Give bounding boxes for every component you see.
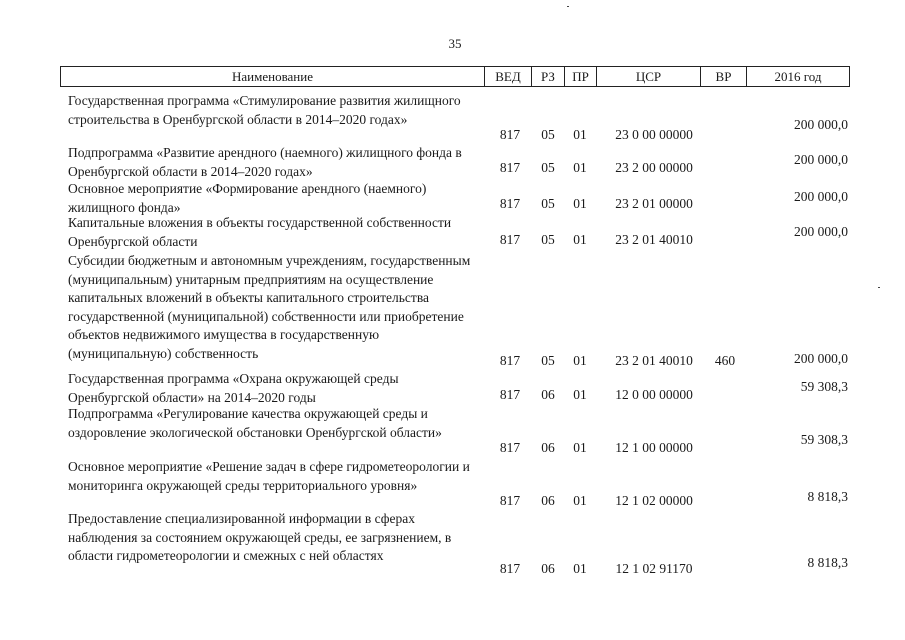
row-amount: 200 000,0 bbox=[794, 117, 848, 132]
row-name: Государственная программа «Стимулирование развития жилищного строительства в Оренбургской области в 2014–2020 годах» bbox=[68, 93, 461, 127]
table-row bbox=[60, 144, 850, 177]
row-pr: 01 bbox=[573, 387, 587, 402]
row-ved: 817 bbox=[499, 387, 521, 402]
row-csr: 23 2 01 40010 bbox=[615, 232, 693, 247]
header-rz: РЗ bbox=[531, 67, 564, 86]
row-pr: 01 bbox=[573, 160, 587, 175]
row-name: Субсидии бюджетным и автономным учреждениям, государственным (муниципальным) унитарным предприятиям на осуществление капитальных вложений в объекты капитального строительства государственной (муниципальной) собственности или приобретение объектов недвижимого имущества в государственную (муниципальную) собственность bbox=[68, 253, 471, 361]
row-ved: 817 bbox=[499, 232, 521, 247]
row-ved: 817 bbox=[499, 160, 521, 175]
row-pr: 01 bbox=[573, 493, 587, 508]
row-csr: 12 1 02 00000 bbox=[615, 493, 693, 508]
row-amount: 200 000,0 bbox=[794, 152, 848, 167]
row-amount: 59 308,3 bbox=[800, 379, 848, 394]
row-ved: 817 bbox=[499, 353, 521, 368]
table-row bbox=[60, 510, 850, 578]
header-name: Наименование bbox=[232, 69, 313, 84]
row-amount: 200 000,0 bbox=[794, 224, 848, 239]
header-vr: ВР bbox=[700, 67, 746, 86]
header-year: 2016 год bbox=[746, 67, 849, 86]
scan-speck bbox=[878, 287, 880, 288]
row-csr: 23 2 00 00000 bbox=[615, 160, 693, 175]
row-rz: 05 bbox=[541, 353, 555, 368]
row-pr: 01 bbox=[573, 196, 587, 211]
row-ved: 817 bbox=[499, 561, 521, 576]
row-ved: 817 bbox=[499, 127, 521, 142]
row-rz: 06 bbox=[541, 440, 555, 455]
row-pr: 01 bbox=[573, 232, 587, 247]
header-csr: ЦСР bbox=[596, 67, 700, 86]
row-name: Основное мероприятие «Решение задач в сфере гидрометеорологии и мониторинга окружающей среды территориального уровня» bbox=[68, 459, 470, 493]
row-name: Подпрограмма «Регулирование качества окружающей среды и оздоровление экологической обстановки Оренбургской области» bbox=[68, 406, 442, 440]
row-name: Основное мероприятие «Формирование арендного (наемного) жилищного фонда» bbox=[68, 181, 427, 215]
table-header bbox=[60, 66, 850, 87]
row-name: Государственная программа «Охрана окружающей среды Оренбургской области» на 2014–2020 годы bbox=[68, 371, 399, 405]
table-row bbox=[60, 180, 850, 213]
row-csr: 23 2 01 00000 bbox=[615, 196, 693, 211]
row-vr: 460 bbox=[714, 353, 736, 368]
table-row bbox=[60, 252, 850, 370]
header-ved: ВЕД bbox=[484, 67, 531, 86]
table-row bbox=[60, 458, 850, 510]
scan-speck bbox=[567, 6, 569, 7]
row-rz: 05 bbox=[541, 160, 555, 175]
table-row bbox=[60, 370, 850, 404]
row-ved: 817 bbox=[499, 493, 521, 508]
row-rz: 05 bbox=[541, 196, 555, 211]
table-row bbox=[60, 214, 850, 249]
row-name: Предоставление специализированной информации в сферах наблюдения за состоянием окружающей среды, ее загрязнением, в области гидрометеорологии и смежных с ней областях bbox=[68, 511, 452, 563]
row-csr: 12 1 02 91170 bbox=[615, 561, 693, 576]
header-pr: ПР bbox=[564, 67, 596, 86]
row-amount: 8 818,3 bbox=[807, 489, 848, 504]
row-csr: 12 1 00 00000 bbox=[615, 440, 693, 455]
row-rz: 06 bbox=[541, 561, 555, 576]
row-csr: 23 0 00 00000 bbox=[615, 127, 693, 142]
row-csr: 23 2 01 40010 bbox=[615, 353, 693, 368]
row-amount: 200 000,0 bbox=[794, 189, 848, 204]
table-row bbox=[60, 405, 850, 457]
table-row bbox=[60, 92, 850, 144]
row-pr: 01 bbox=[573, 353, 587, 368]
row-rz: 06 bbox=[541, 387, 555, 402]
row-pr: 01 bbox=[573, 561, 587, 576]
row-name: Подпрограмма «Развитие арендного (наемного) жилищного фонда в Оренбургской области в 2014–2020 годах» bbox=[68, 145, 462, 179]
row-amount: 200 000,0 bbox=[794, 351, 848, 366]
page-number: 35 bbox=[448, 36, 462, 51]
row-pr: 01 bbox=[573, 440, 587, 455]
row-ved: 817 bbox=[499, 440, 521, 455]
row-rz: 05 bbox=[541, 232, 555, 247]
row-rz: 06 bbox=[541, 493, 555, 508]
row-amount: 59 308,3 bbox=[800, 432, 848, 447]
row-name: Капитальные вложения в объекты государственной собственности Оренбургской области bbox=[68, 215, 452, 249]
row-rz: 05 bbox=[541, 127, 555, 142]
row-amount: 8 818,3 bbox=[807, 555, 848, 570]
row-ved: 817 bbox=[499, 196, 521, 211]
row-csr: 12 0 00 00000 bbox=[615, 387, 693, 402]
row-pr: 01 bbox=[573, 127, 587, 142]
